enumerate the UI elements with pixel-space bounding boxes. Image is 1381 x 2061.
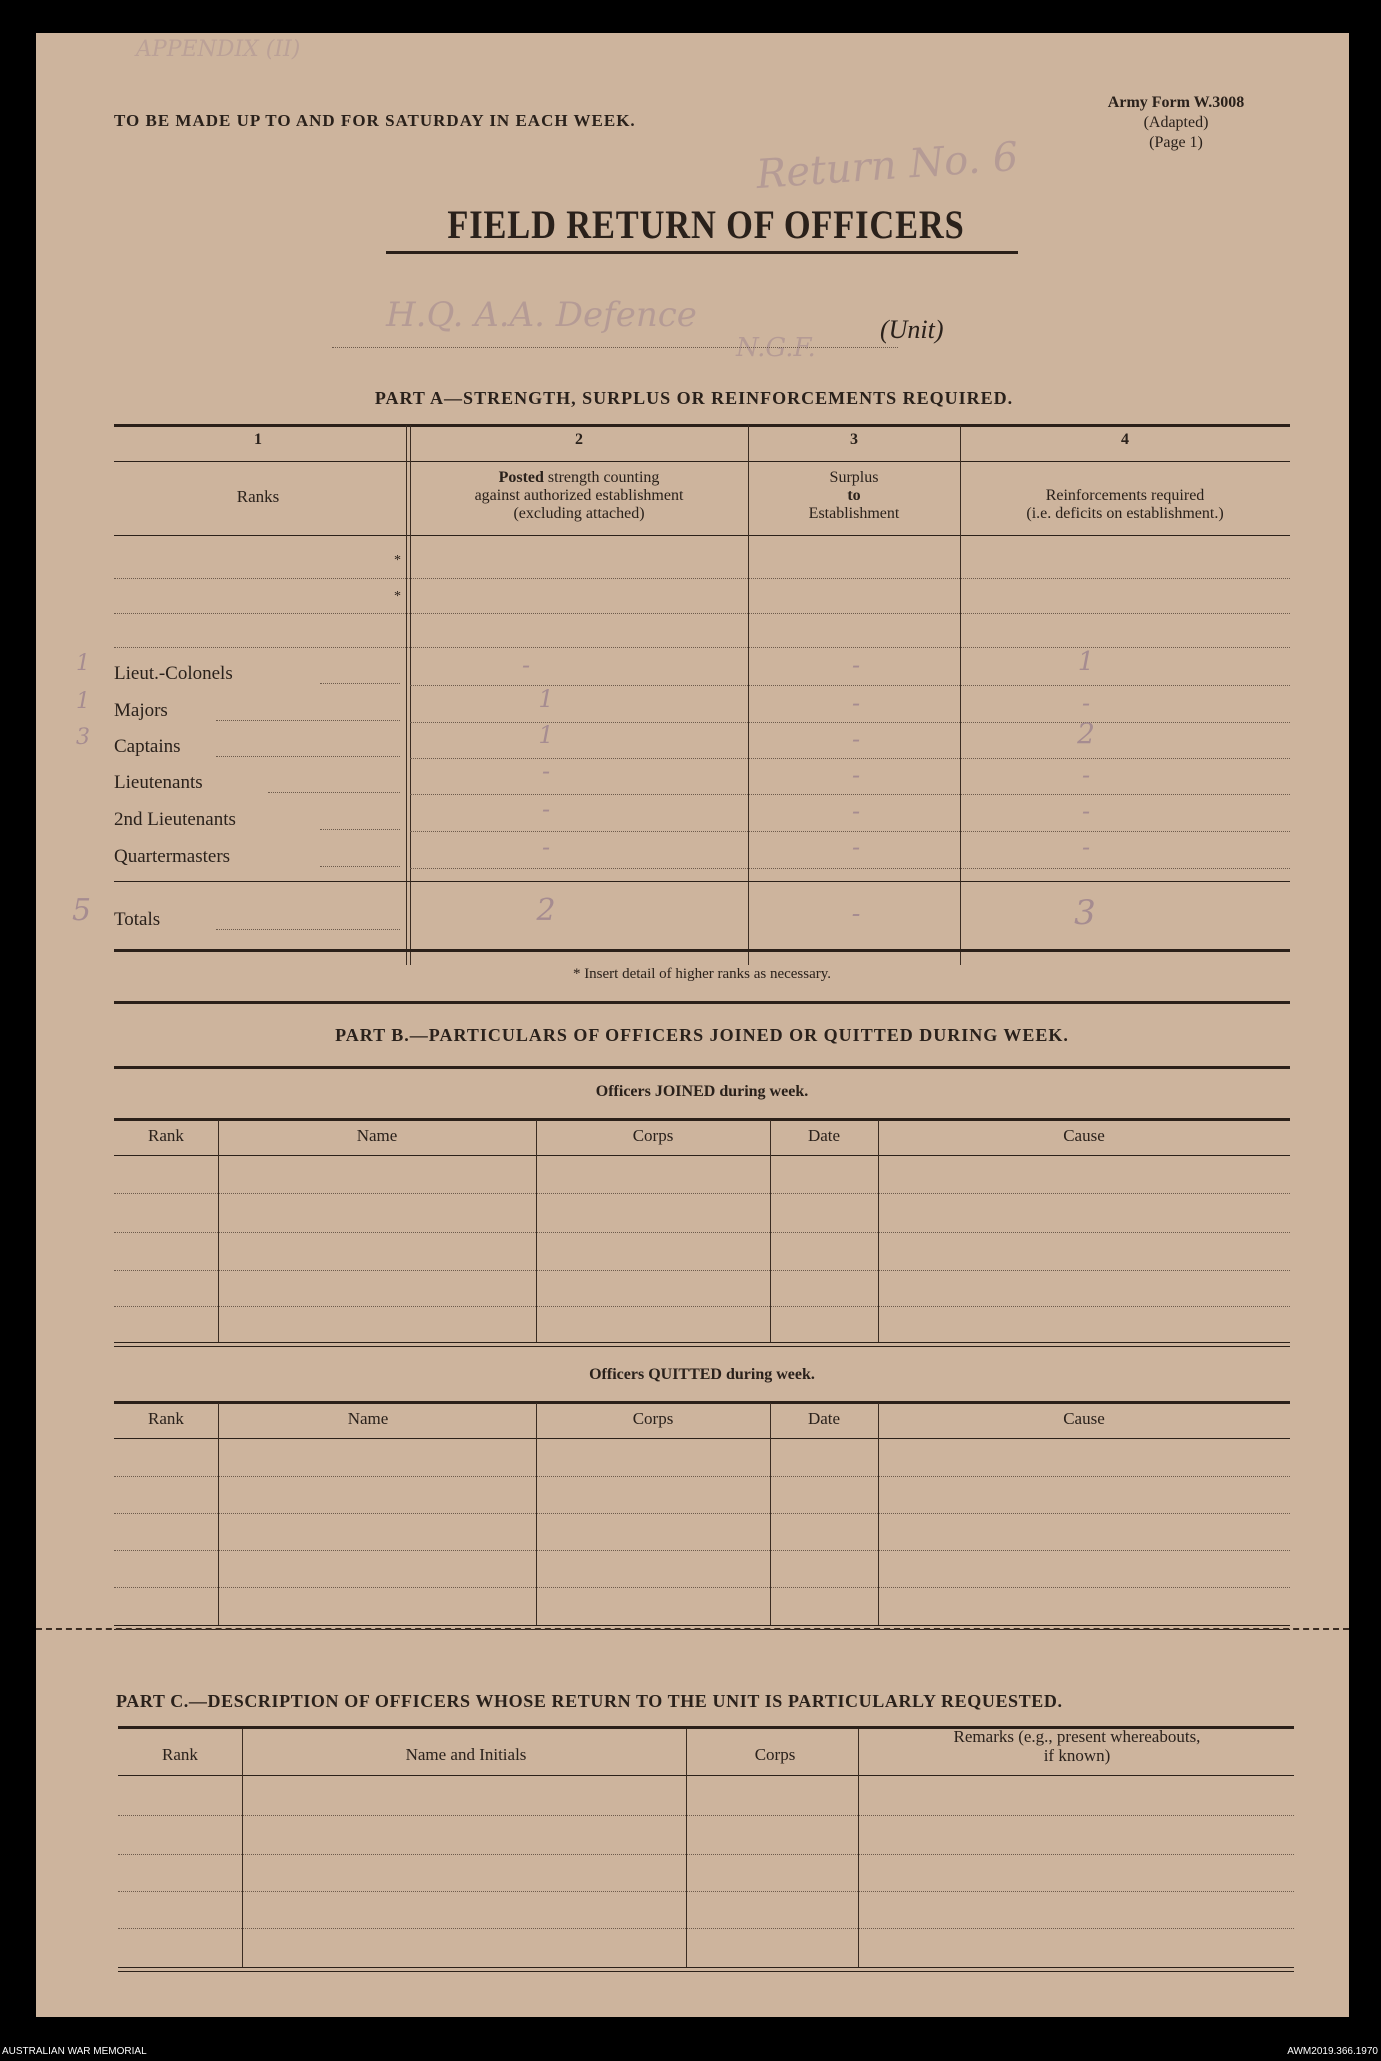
- rank-leader: [268, 792, 400, 793]
- rank-leader: [320, 683, 400, 684]
- surplus-value: -: [851, 761, 861, 789]
- totals-label: Totals: [114, 909, 161, 930]
- part-c-bottom-rule: [118, 1967, 1294, 1968]
- joined-bottom-rule-2: [114, 1346, 1290, 1347]
- part-c-heading: PART C.—DESCRIPTION OF OFFICERS WHOSE RETURN TO THE UNIT IS PARTICULARLY REQUESTED.: [116, 1691, 1063, 1711]
- col-reinforcements-header: [960, 487, 1290, 523]
- joined-col-cause: Cause: [1063, 1126, 1105, 1145]
- surplus-line-3: Establishment: [808, 505, 900, 522]
- joined-vline-2: [536, 1120, 537, 1342]
- part-a-top-rule: [114, 424, 1290, 427]
- quitted-vline-3: [770, 1403, 771, 1625]
- totals-rule: [114, 881, 1290, 882]
- posted-value: -: [541, 833, 551, 861]
- part-a-vline-2: [748, 425, 749, 965]
- row-line: [410, 868, 1290, 869]
- joined-row-line: [114, 1270, 1290, 1271]
- part-c-header-rule: [118, 1775, 1294, 1776]
- quitted-header-rule: [114, 1438, 1290, 1439]
- posted-value: 1: [538, 721, 554, 749]
- quitted-vline-1: [218, 1403, 219, 1625]
- quitted-post: during week.: [725, 1366, 815, 1383]
- surplus-value: -: [851, 797, 861, 825]
- reinf-value: -: [1081, 689, 1091, 717]
- surplus-value: -: [851, 651, 861, 679]
- part-a-vline-3: [960, 425, 961, 965]
- joined-row-line: [114, 1306, 1290, 1307]
- reinf-value: -: [1081, 797, 1091, 825]
- surplus-line-2: to: [847, 487, 861, 504]
- rank-label: Captains: [114, 736, 181, 757]
- form-identifier: [1046, 93, 1306, 153]
- col-ranks-header: Ranks: [236, 487, 280, 506]
- quitted-col-cause: Cause: [1063, 1409, 1105, 1428]
- rank-label: Quartermasters: [114, 846, 231, 867]
- posted-line-2: against authorized establishment: [474, 487, 684, 504]
- totals-surplus: -: [851, 899, 861, 929]
- part-c-row-line: [118, 1891, 1294, 1892]
- rank-label: Lieut.-Colonels: [114, 663, 233, 684]
- col-header-rule: [114, 535, 1290, 536]
- posted-bold: Posted: [498, 469, 544, 486]
- surplus-line-1: Surplus: [829, 469, 879, 486]
- part-c-row-line: [118, 1815, 1294, 1816]
- posted-value: -: [521, 651, 531, 679]
- joined-vline-3: [770, 1120, 771, 1342]
- totals-margin-mark: 5: [72, 893, 92, 928]
- col-surplus-header: [748, 469, 960, 523]
- weekly-note: TO BE MADE UP TO AND FOR SATURDAY IN EACH WEEK.: [114, 111, 636, 130]
- joined-bottom-rule: [114, 1342, 1290, 1343]
- rank-leader: [320, 829, 400, 830]
- part-c-col-rank: Rank: [162, 1745, 198, 1764]
- asterisk-1: *: [394, 553, 401, 568]
- joined-vline-4: [878, 1120, 879, 1342]
- part-a-vline-1b: [410, 425, 411, 965]
- rank-label: Lieutenants: [114, 772, 203, 793]
- quitted-row-line: [114, 1550, 1290, 1551]
- quitted-col-rank: Rank: [148, 1409, 184, 1428]
- quitted-vline-4: [878, 1403, 879, 1625]
- remarks-line-1: Remarks (e.g., present whereabouts,: [953, 1727, 1201, 1746]
- posted-value: -: [541, 757, 551, 785]
- asterisk-row-1-line: [114, 578, 1290, 579]
- totals-reinf: 3: [1074, 893, 1096, 933]
- asterisk-2: *: [394, 589, 401, 604]
- form-page: [36, 33, 1349, 2017]
- surplus-value: -: [851, 725, 861, 753]
- part-c-col-corps: Corps: [754, 1745, 796, 1764]
- part-c-col-remarks: [860, 1727, 1294, 1765]
- part-c-vline-3: [858, 1729, 859, 1967]
- col-number-1: 1: [254, 431, 262, 448]
- unit-dotted-line: [332, 347, 898, 348]
- quitted-col-date: Date: [807, 1409, 841, 1428]
- rank-leader: [216, 720, 400, 721]
- posted-value: -: [541, 795, 551, 823]
- col-number-4: 4: [1121, 431, 1129, 448]
- rank-label: 2nd Lieutenants: [114, 809, 236, 830]
- joined-subheading: [114, 1083, 1290, 1101]
- joined-row-line: [114, 1193, 1290, 1194]
- quitted-table-top-rule: [114, 1401, 1290, 1404]
- joined-col-corps: Corps: [632, 1126, 674, 1145]
- asterisk-row-2-line: [114, 613, 1290, 614]
- reinf-value: -: [1081, 833, 1091, 861]
- part-c-row-line: [118, 1928, 1294, 1929]
- part-b-heading: PART B.—PARTICULARS OF OFFICERS JOINED OR QUITTED DURING WEEK.: [335, 1025, 1069, 1045]
- part-b-top-rule: [114, 1066, 1290, 1069]
- joined-col-rank: Rank: [148, 1126, 184, 1145]
- quitted-pre: Officers: [589, 1366, 645, 1383]
- row-line: [410, 831, 1290, 832]
- remarks-line-2: if known): [1043, 1746, 1111, 1765]
- rank-margin-mark: 1: [76, 689, 90, 714]
- part-a-end-rule: [114, 1001, 1290, 1004]
- rank-margin-mark: 3: [76, 725, 90, 750]
- reinf-value: 1: [1077, 647, 1095, 677]
- part-c-vline-2: [686, 1729, 687, 1967]
- page-title: FIELD RETURN OF OFFICERS: [447, 202, 965, 247]
- quitted-bottom-rule: [114, 1625, 1290, 1626]
- quitted-col-corps: Corps: [632, 1409, 674, 1428]
- form-adapted: (Adapted): [1143, 114, 1209, 131]
- joined-table-top-rule: [114, 1118, 1290, 1121]
- quitted-row-line: [114, 1513, 1290, 1514]
- joined-post: during week.: [719, 1083, 809, 1100]
- posted-line-1: strength counting: [547, 469, 660, 486]
- joined-header-rule: [114, 1155, 1290, 1156]
- asterisk-row-3-line: [114, 647, 1290, 648]
- reinf-line-2: (i.e. deficits on establishment.): [1026, 505, 1224, 522]
- part-a-footnote: * Insert detail of higher ranks as necessary.: [572, 966, 832, 982]
- col-number-2: 2: [575, 431, 583, 448]
- title-underline: [386, 251, 1018, 254]
- joined-col-name: Name: [356, 1126, 398, 1145]
- quitted-row-line: [114, 1476, 1290, 1477]
- handwritten-appendix-note: APPENDIX (II): [136, 37, 301, 62]
- col-number-rule: [114, 461, 1290, 462]
- quitted-key: QUITTED: [648, 1366, 722, 1383]
- part-c-col-name: Name and Initials: [405, 1745, 527, 1764]
- rank-leader: [216, 756, 400, 757]
- totals-leader: [216, 929, 400, 930]
- footer-institution: AUSTRALIAN WAR MEMORIAL: [2, 2046, 147, 2057]
- quitted-row-line: [114, 1587, 1290, 1588]
- unit-label: (Unit): [880, 315, 944, 344]
- joined-col-date: Date: [807, 1126, 841, 1145]
- quitted-col-name: Name: [347, 1409, 389, 1428]
- form-number: Army Form W.3008: [1107, 94, 1245, 111]
- posted-value: 1: [538, 685, 554, 713]
- reinf-value: -: [1081, 761, 1091, 789]
- handwritten-return-number: Return No. 6: [754, 133, 1020, 199]
- surplus-value: -: [851, 833, 861, 861]
- joined-vline-1: [218, 1120, 219, 1342]
- handwritten-unit-name: H.Q. A.A. Defence: [386, 295, 697, 335]
- quitted-subheading: [114, 1366, 1290, 1384]
- handwritten-unit-name-2: N.G.F.: [736, 333, 816, 363]
- reinf-line-1: Reinforcements required: [1045, 487, 1205, 504]
- part-a-heading: PART A—STRENGTH, SURPLUS OR REINFORCEMENTS REQUIRED.: [374, 388, 1014, 408]
- posted-line-3: (excluding attached): [513, 505, 645, 522]
- joined-pre: Officers: [595, 1083, 651, 1100]
- part-a-vline-1: [406, 425, 407, 965]
- col-posted-header: [410, 469, 748, 523]
- joined-row-line: [114, 1232, 1290, 1233]
- part-c-bottom-rule-2: [118, 1971, 1294, 1972]
- perforation-line: [36, 1628, 1349, 1630]
- rank-margin-mark: 1: [76, 651, 90, 676]
- rank-label: Majors: [114, 700, 168, 721]
- joined-key: JOINED: [654, 1083, 716, 1100]
- surplus-value: -: [851, 689, 861, 717]
- form-page-number: (Page 1): [1149, 134, 1203, 151]
- part-c-row-line: [118, 1854, 1294, 1855]
- reinf-value: 2: [1077, 717, 1095, 750]
- part-c-vline-1: [242, 1729, 243, 1967]
- totals-posted: 2: [536, 893, 556, 928]
- rank-leader: [320, 866, 400, 867]
- footer-accession: AWM2019.366.1970: [1287, 2046, 1378, 2057]
- col-number-3: 3: [850, 431, 858, 448]
- part-a-bottom-rule: [114, 949, 1290, 952]
- quitted-vline-2: [536, 1403, 537, 1625]
